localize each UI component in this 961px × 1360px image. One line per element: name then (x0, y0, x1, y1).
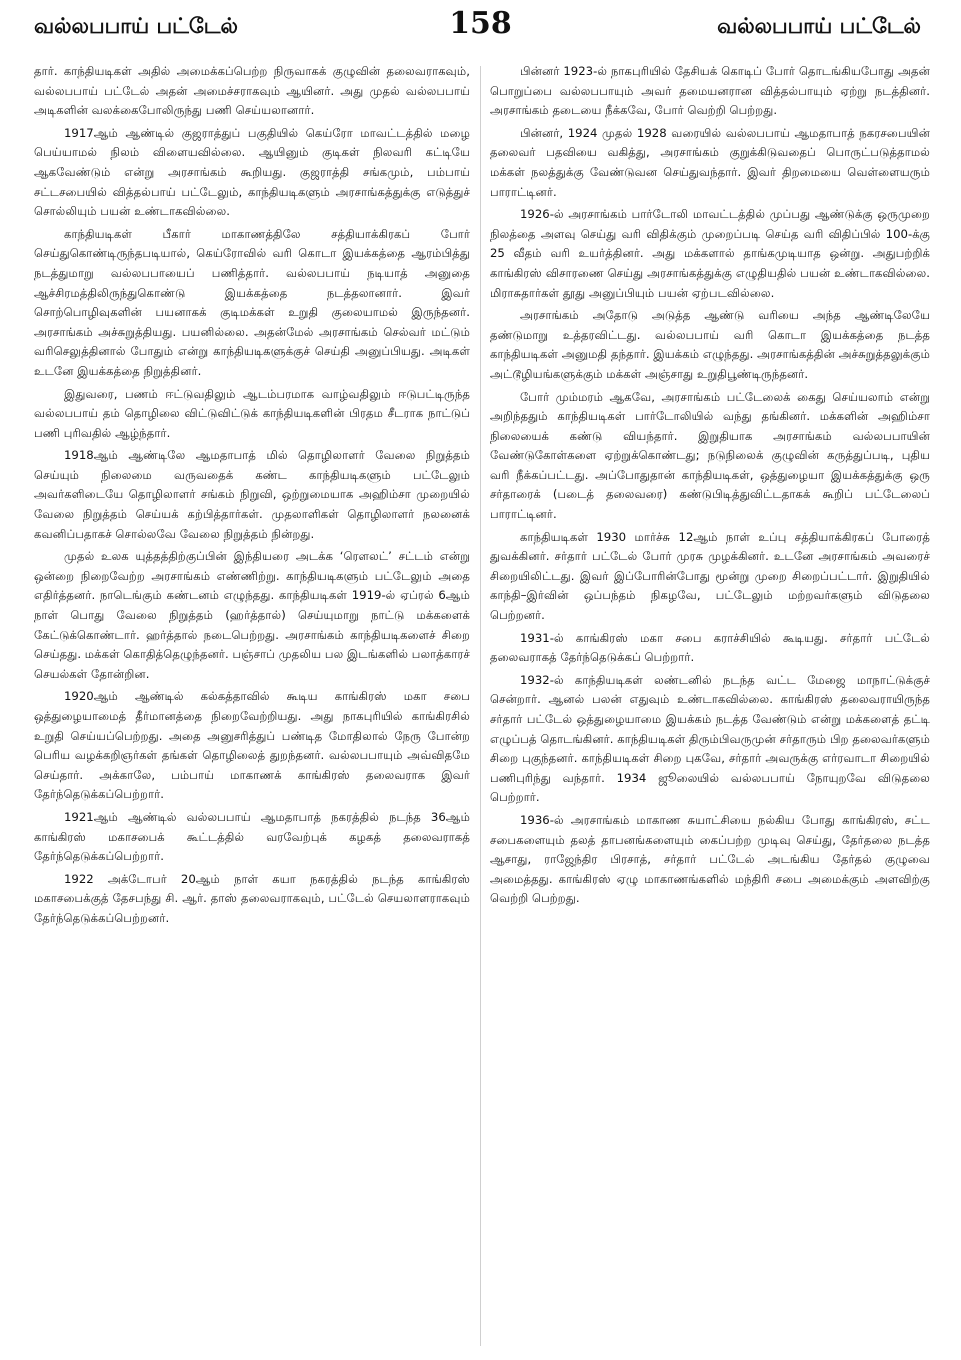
paragraph: போர் மும்மரம் ஆகவே, அரசாங்கம் பட்டேலைக் கைது செய்யலாம் என்று அறிந்ததும் காந்தியடிகள் பார்டோலியில் வந்து தங்கினர். மக்களின் அஹிம்சா நிலையைக் கண்டு வியந்தார். இறுதியாக அரசாங்கம் வல்லபபாயின் வேண்டுகோள்களை ஏற்றுக்கொண்டது; நடுநிலைக் குழுவின் கருத்துப்படி, புதிய வரி நீக்கப்பட்டது. அப்போதுதான் காந்தியடிகள், ஒத்துழையா இயக்கத்துக்கு ஒரு சர்தாரைக் (படைத் தலைவரை) கண்டுபிடித்துவிட்டதாகக் கூறிப் பட்டேலைப் பாராட்டினர். (490, 389, 930, 522)
running-title-left: வல்லபபாய் பட்டேல் (34, 14, 238, 38)
paragraph: அரசாங்கம் அதோடு அடுத்த ஆண்டு வரியை அந்த ஆண்டிலேயே தண்டுமாறு உத்தரவிட்டது. வல்லபபாய் வரி கொடா இயக்கத்தை நடத்த காந்தியடிகள் அனுமதி தந்தார். இயக்கம் எழுந்தது. அரசாங்கத்தின் அச்சுறுத்தலுக்கும் அட்டூழியங்களுக்கும் மக்கள் அஞ்சாது உறுதிபூண்டிருந்தனர். (490, 308, 930, 381)
paragraph: பின்னர் 1923-ல் நாகபுரியில் தேசியக் கொடிப் போர் தொடங்கியபோது அதன் பொறுப்பை வல்லபபாயும் அவர் தமையனரான வித்தல்பாயும் ஏற்று நடத்தினர். அரசாங்கம் தடையை நீக்கவே, போர் வெற்றி பெற்றது. (490, 64, 930, 118)
paragraph: காந்தியடிகள் 1930 மார்ச்சு 12ஆம் நாள் உப்பு சத்தியாக்கிரகப் போரைத் துவக்கினர். சர்தார் பட்டேல் போர் முரசு முழக்கினர். உடனே அரசாங்கம் அவரைச் சிறையிலிட்டது. இவர் இப்போரின்போது மூன்று முறை சிறைப்பட்டார். இறுதியில் காந்தி–இர்வின் ஒப்பந்தம் நிகழவே, பட்டேலும் மற்றவர்களும் விடுதலை பெற்றனர். (490, 529, 930, 623)
right-column (490, 62, 930, 1350)
paragraph: முதல் உலக யுத்தத்திற்குப்பின் இந்தியரை அடக்க ‘ரௌலட்’ சட்டம் என்று ஒன்றை நிறைவேற்ற அரசாங்கம் எண்ணிற்று. காந்தியடிகளும் பட்டேலும் அதை எதிர்த்தனர். நாடெங்கும் கண்டனம் எழுந்தது. காந்தியடிகள் 1919-ல் ஏப்ரல் 6ஆம் நாள் பொது வேலை நிறுத்தம் (ஹர்த்தால்) செய்யுமாறு நாட்டு மக்களைக் கேட்டுக்கொண்டார். ஹர்த்தால் நடைபெற்றது. அரசாங்கம் காந்தியடிகளைச் சிறை செய்தது. மக்கள் கொதித்தெழுந்தனர். பஞ்சாப் முதலிய பல இடங்களில் பலாத்காரச் செயல்கள் தோன்றின. (34, 549, 470, 681)
paragraph: 1917ஆம் ஆண்டில் குஜராத்துப் பகுதியில் கெய்ரோ மாவட்டத்தில் மழை பெய்யாமல் நிலம் விளையவில்லை. ஆயினும் குடிகள் நிலவரி கட்டியே ஆகவேண்டும் என்று அரசாங்கம் கூறியது. குஜராத்தி சங்கமும், பம்பாய் சட்டசபையில் வித்தல்பாய் பட்டேலும், காந்தியடிகளும் அரசாங்கத்துக்கு எடுத்துச் சொல்லியும் பயன் உண்டாகவில்லை. (34, 125, 470, 219)
paragraph: 1918ஆம் ஆண்டிலே ஆமதாபாத் மில் தொழிலாளர் வேலை நிறுத்தம் செய்யும் நிலைமை வருவதைக் கண்ட காந்தியடிகளும் பட்டேலும் அவர்களிடையே தொழிலாளர் சங்கம் நிறுவி, ஒற்றுமையாக அஹிம்சா முறையில் வேலை நிறுத்தம் செய்யக் கற்பித்தார்கள். முதலாளிகள் தொழிலாளர் நலனைக் கவனிப்பதாகச் சொல்லவே வேலை நிறுத்தம் நின்றது. (34, 448, 470, 541)
left-column (34, 62, 470, 1350)
page-header (0, 0, 961, 62)
paragraph: 1922 அக்டோபர் 20ஆம் நாள் கயா நகரத்தில் நடந்த காங்கிரஸ் மகாசபைக்குத் தேசபந்து சி. ஆர். தாஸ் தலைவராகவும், பட்டேல் செயலாளராகவும் தேர்ந்தெடுக்கப்பெற்றனர். (34, 871, 470, 925)
paragraph: தார். காந்தியடிகள் அதில் அமைக்கப்பெற்ற நிருவாகக் குழுவின் தலைவராகவும், வல்லபபாய் பட்டேல் அதன் அமைச்சராகவும் ஆயினர். அது முதல் வல்லபபாய் அடிகளின் வலக்கைபோலிருந்து பணி செய்யலானார். (34, 64, 470, 118)
paragraph: 1936-ல் அரசாங்கம் மாகாண சுயாட்சியை நல்கிய போது காங்கிரஸ், சட்ட சபைகளையும் தலத் தாபனங்களையும் கைப்பற்ற முடிவு செய்து, தேர்தலை நடத்த ஆசாது, ராஜேந்திர பிரசாத், சர்தார் பட்டேல் அடங்கிய தேர்தல் குழுவை அமைத்தது. காங்கிரஸ் ஏழு மாகாணங்களில் மந்திரி சபை அமைக்கும் அளவிற்கு வெற்றி பெற்றது. (490, 812, 930, 906)
page-number: 158 (449, 6, 512, 41)
paragraph: 1921ஆம் ஆண்டில் வல்லபபாய் ஆமதாபாத் நகரத்தில் நடந்த 36ஆம் காங்கிரஸ் மகாசபைக் கூட்டத்தில் வரவேற்புக் கழகத் தலைவராகத் தேர்ந்தெடுக்கப்பெற்றார். (34, 809, 470, 864)
paragraph: பின்னர், 1924 முதல் 1928 வரையில் வல்லபபாய் ஆமதாபாத் நகரசபையின் தலைவர் பதவியை வகித்து, அரசாங்கம் குறுக்கிடுவதைப் பொருட்படுத்தாமல் மக்கள் நலத்துக்கு வேண்டுவன செய்துவந்தார். இவர் திறமையை வெள்ளையரும் பாராட்டினர். (490, 125, 930, 199)
paragraph: 1931-ல் காங்கிரஸ் மகா சபை கராச்சியில் கூடியது. சர்தார் பட்டேல் தலைவராகத் தேர்ந்தெடுக்கப் பெற்றார். (490, 630, 930, 665)
running-title-right: வல்லபபாய் பட்டேல் (717, 14, 921, 38)
paragraph: 1926-ல் அரசாங்கம் பார்டோலி மாவட்டத்தில் முப்பது ஆண்டுக்கு ஒருமுறை நிலத்தை அளவு செய்து வரி விதிக்கும் முறைப்படி செய்த வரி விதிப்பில் 100-க்கு 25 வீதம் வரி உயர்த்தினர். அது மக்களால் தாங்கமுடியாத ஒன்று. அதுபற்றிக் காங்கிரஸ் விசாரணை செய்து அரசாங்கத்துக்கு எழுதியதில் பயன் உண்டாகவில்லை. மிராசுதார்கள் தூது அனுப்பியும் பயன் ஏற்படவில்லை. (490, 207, 930, 300)
paragraph: 1932-ல் காந்தியடிகள் லண்டனில் நடந்த வட்ட மேஜை மாநாட்டுக்குச் சென்றார். ஆனல் பலன் எதுவும் உண்டாகவில்லை. காங்கிரஸ் தலைவராயிருந்த சர்தார் பட்டேல் ஒத்துழையாமை இயக்கம் நடத்த வேண்டும் என்று மக்களைத் தட்டி எழுப்பத் தொடங்கினர். காந்தியடிகள் திரும்பிவருமுன் சர்தாரும் பிற தலைவர்களும் சிறை புகுந்தனர். காந்தியடிகள் சிறை புகவே, சர்தார் அவருக்கு எர்ரவாடா சிறையில் பணிபுரிந்து வந்தார். 1934 ஜூலையில் வல்லபபாய் நோயுறவே விடுதலை பெற்றார். (490, 672, 930, 805)
paragraph: 1920ஆம் ஆண்டில் கல்கத்தாவில் கூடிய காங்கிரஸ் மகா சபை ஒத்துழையாமைத் தீர்மானத்தை நிறைவேற்றியது. அது நாகபுரியில் காங்கிரசில் உறுதி செய்யப்பெற்றது. அதை அனுசரித்துப் பண்டித மோதிலால் நேரு போன்ற பெரிய வழக்கறிஞர்கள் தங்கள் தொழிலைத் துறந்தனர். வல்லபபாயும் அவ்விதமே செய்தார். அக்காலே, பம்பாய் மாகாணக் காங்கிரஸ் தலைவராக இவர் தேர்ந்தெடுக்கப்பெற்றார். (34, 689, 470, 802)
column-divider (480, 66, 481, 1346)
paragraph: காந்தியடிகள் பீகார் மாகாணத்திலே சத்தியாக்கிரகப் போர் செய்துகொண்டிருந்தபடியால், கெய்ரோவில் வரி கொடா இயக்கத்தை ஆரம்பித்து நடத்துமாறு வல்லபபாயைப் பணித்தார். வல்லபபாய் நடியாத் அனுதை ஆச்சிரமத்திலிருந்துகொண்டு இயக்கத்தை நடத்தலானார். இவர் சொற்பொழிவுகளின் பயனாகக் குடிமக்கள் உறுதி குலையாமல் இருந்தனர். அரசாங்கம் அச்சுறுத்தியது. பயனில்லை. அதன்மேல் அரசாங்கம் செல்வர் மட்டும் வரிசெலுத்தினால் போதும் என்று காந்தியடிகளுக்குச் செய்தி அனுப்பியது. அடிகள் உடனே இயக்கத்தை நிறுத்தினர். (34, 226, 470, 378)
paragraph: இதுவரை, பணம் ஈட்டுவதிலும் ஆடம்பரமாக வாழ்வதிலும் ஈடுபட்டிருந்த வல்லபபாய் தம் தொழிலை விட்டுவிட்டுக் காந்தியடிகளின் பிரதம சீடராக நாட்டுப் பணி புரிவதில் ஆழ்ந்தார். (34, 386, 470, 440)
